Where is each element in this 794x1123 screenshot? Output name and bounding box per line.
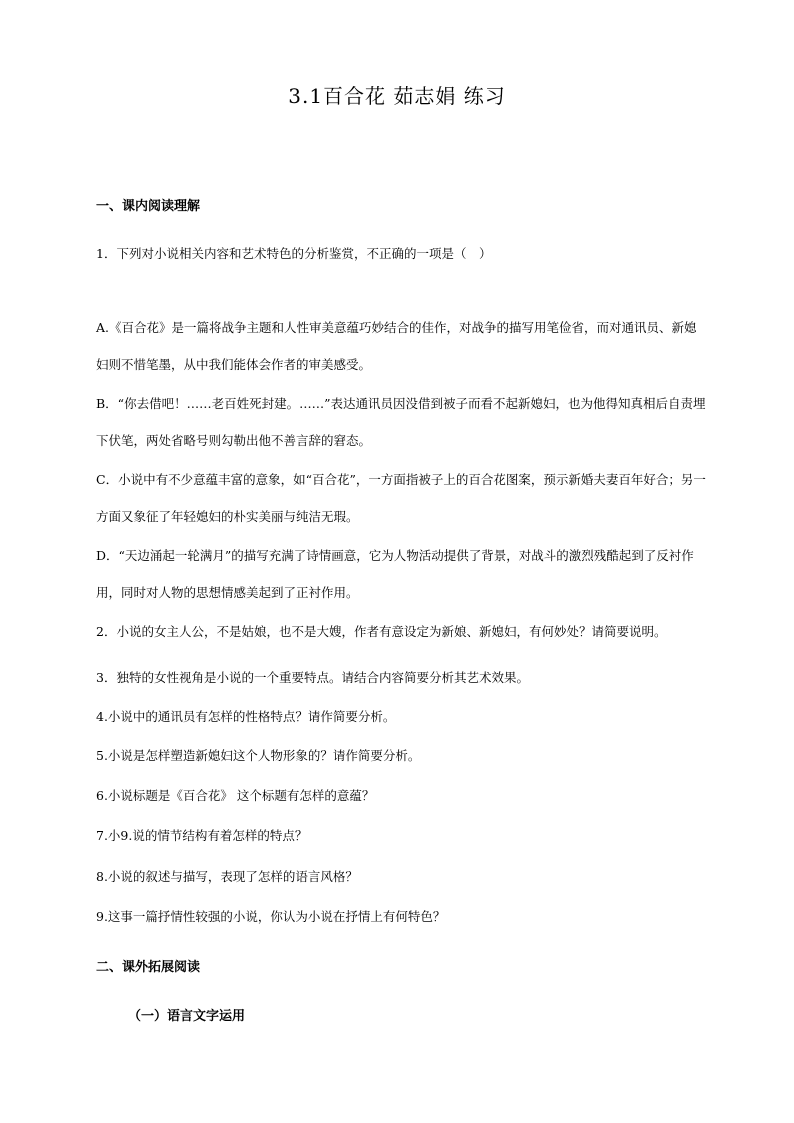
option-d: D．“天边涌起一轮满月”的描写充满了诗情画意，它为人物活动提供了背景，对战斗的激烈残酷起到了反衬作用，同时对人物的思想情感美起到了正衬作用。 xyxy=(96,548,694,600)
option-c: C．小说中有不少意蕴丰富的意象，如“百合花”，一方面指被子上的百合花图案，预示新婚夫妻百年好合；另一方面又象征了年轻媳妇的朴实美丽与纯洁无瑕。 xyxy=(96,472,706,524)
question-7: 7.小9.说的情节结构有着怎样的特点？ xyxy=(96,828,308,843)
question-4: 4.小说中的通讯员有怎样的性格特点？请作简要分析。 xyxy=(96,709,396,724)
document-title: 3.1百合花 茹志娟 练习 xyxy=(288,84,506,108)
section-heading-2: 二、课外拓展阅读 xyxy=(96,960,201,975)
question-6: 6.小说标题是《百合花》 这个标题有怎样的意蕴？ xyxy=(96,788,375,803)
question-1: 1．下列对小说相关内容和艺术特色的分析鉴赏，不正确的一项是（ ） xyxy=(96,246,492,261)
option-b: B．“你去借吧！……老百姓死封建。……”表达通讯员因没借到被子而看不起新媳妇，也为他得知真相后自责埋下伏笔，两处省略号则勾勒出他不善言辞的窘态。 xyxy=(96,396,706,448)
question-3: 3．独特的女性视角是小说的一个重要特点。请结合内容简要分析其艺术效果。 xyxy=(96,670,529,685)
subsection-heading-1: （一）语言文字运用 xyxy=(128,1009,246,1024)
question-8: 8.小说的叙述与描写，表现了怎样的语言风格？ xyxy=(96,869,358,884)
question-2: 2．小说的女主人公，不是姑娘，也不是大嫂，作者有意设定为新娘、新媳妇，有何妙处？请简要说明。 xyxy=(96,624,667,639)
question-9: 9.这事一篇抒情性较强的小说，你认为小说在抒情上有何特色？ xyxy=(96,909,446,924)
section-heading-1: 一、课内阅读理解 xyxy=(96,199,201,214)
option-a: A.《百合花》是一篇将战争主题和人性审美意蕴巧妙结合的佳作，对战争的描写用笔俭省，而对通讯员、新媳妇则不惜笔墨，从中我们能体会作者的审美感受。 xyxy=(96,320,697,372)
question-5: 5.小说是怎样塑造新媳妇这个人物形象的？请作简要分析。 xyxy=(96,748,421,763)
